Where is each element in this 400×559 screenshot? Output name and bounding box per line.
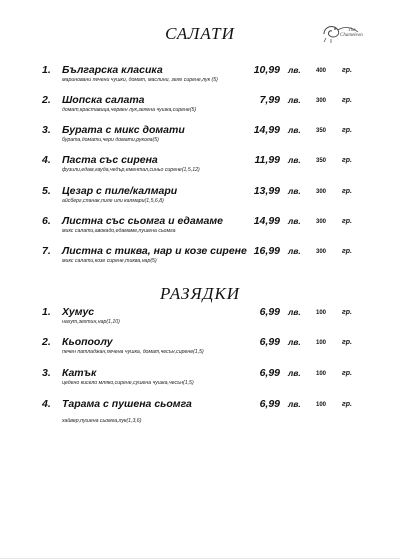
salad-item-4 xyxy=(0,154,400,180)
item-currency: лв. xyxy=(288,65,301,75)
item-number: 3. xyxy=(42,367,51,379)
item-price: 14,99 xyxy=(253,124,280,136)
item-price: 7,99 xyxy=(259,94,280,106)
item-currency: лв. xyxy=(288,399,301,409)
salad-item-6 xyxy=(0,215,400,241)
salad-item-5 xyxy=(0,185,400,211)
salad-item-7 xyxy=(0,245,400,271)
item-unit: гр. xyxy=(342,401,352,408)
item-description: микс салати,авокадо,едамаме,пушена сьомга xyxy=(62,228,176,234)
item-name: Цезар с пиле/калмари xyxy=(62,185,178,197)
item-currency: лв. xyxy=(288,216,301,226)
item-unit: гр. xyxy=(342,97,352,104)
item-currency: лв. xyxy=(288,246,301,256)
item-unit: гр. xyxy=(342,248,352,255)
starters-title: РАЗЯДКИ xyxy=(159,284,241,303)
item-unit: гр. xyxy=(342,309,352,316)
item-weight: 400 xyxy=(316,68,327,74)
item-price: 6,99 xyxy=(259,336,280,348)
item-weight: 100 xyxy=(316,371,327,377)
item-number: 4. xyxy=(42,154,51,166)
item-currency: лв. xyxy=(288,155,301,165)
item-number: 7. xyxy=(42,245,51,257)
item-weight: 300 xyxy=(316,219,327,225)
item-weight: 300 xyxy=(316,98,327,104)
item-description: мариновани печени чушки, домат, маслини, зеле сирене,лук (5) xyxy=(62,77,218,83)
item-name: Паста със сирена xyxy=(62,154,158,166)
item-unit: гр. xyxy=(342,127,352,134)
item-number: 1. xyxy=(42,306,51,318)
item-currency: лв. xyxy=(288,307,301,317)
item-weight: 350 xyxy=(316,158,327,164)
salad-item-3 xyxy=(0,124,400,150)
item-number: 5. xyxy=(42,185,51,197)
item-unit: гр. xyxy=(342,67,352,74)
starter-item-3 xyxy=(0,367,400,393)
item-weight: 100 xyxy=(316,402,327,408)
logo-line-2: Chameleon xyxy=(340,33,363,38)
item-weight: 300 xyxy=(316,249,327,255)
item-number: 3. xyxy=(42,124,51,136)
item-weight: 300 xyxy=(316,189,327,195)
item-number: 2. xyxy=(42,336,51,348)
item-name: Листна със сьомга и едамаме xyxy=(62,215,223,227)
item-description: хайвер,пушена сьомга,лук(1,3,6) xyxy=(62,418,142,424)
item-weight: 100 xyxy=(316,340,327,346)
item-price: 13,99 xyxy=(253,185,280,197)
item-number: 1. xyxy=(42,64,51,76)
item-currency: лв. xyxy=(288,125,301,135)
item-weight: 350 xyxy=(316,128,327,134)
item-unit: гр. xyxy=(342,157,352,164)
item-price: 14,99 xyxy=(253,215,280,227)
item-currency: лв. xyxy=(288,368,301,378)
salad-item-1 xyxy=(0,64,400,90)
item-description: цедено кисело мляко,сирене,сушена чушка,чесън(1,5) xyxy=(62,380,194,386)
salads-title: САЛАТИ xyxy=(165,24,235,43)
item-unit: гр. xyxy=(342,188,352,195)
item-number: 2. xyxy=(42,94,51,106)
item-name: Листна с тиква, нар и козе сирене xyxy=(62,245,247,257)
item-price: 6,99 xyxy=(259,367,280,379)
starter-item-2 xyxy=(0,336,400,362)
starter-item-1 xyxy=(0,306,400,332)
item-currency: лв. xyxy=(288,186,301,196)
item-name: Тарама с пушена сьомга xyxy=(62,398,192,410)
item-description: микс салати,козе сирене,тиква,нар(5) xyxy=(62,258,157,264)
item-price: 6,99 xyxy=(259,398,280,410)
item-name: Кьопоолу xyxy=(62,336,113,348)
item-description: нахут,зехтин,нар(1,10) xyxy=(62,319,120,325)
item-name: Българска класика xyxy=(62,64,163,76)
item-number: 4. xyxy=(42,398,51,410)
item-description: печен патладжан,печена чушка, домат,чесън,сирене(1,5) xyxy=(62,349,204,355)
item-price: 6,99 xyxy=(259,306,280,318)
item-currency: лв. xyxy=(288,95,301,105)
item-unit: гр. xyxy=(342,218,352,225)
item-name: Катък xyxy=(62,367,97,379)
starter-item-4 xyxy=(0,398,400,424)
item-description: бурата,домати,чери домати,рукола(5) xyxy=(62,137,159,143)
item-weight: 100 xyxy=(316,310,327,316)
item-name: Бурата с микс домати xyxy=(62,124,185,136)
item-unit: гр. xyxy=(342,339,352,346)
item-name: Шопска салата xyxy=(62,94,145,106)
item-description: фузили,едам,гауда,чедър,ементал,синьо сирене(1,5,12) xyxy=(62,167,200,173)
item-price: 11,99 xyxy=(254,154,280,166)
salad-item-2 xyxy=(0,94,400,120)
item-price: 16,99 xyxy=(253,245,280,257)
item-number: 6. xyxy=(42,215,51,227)
item-unit: гр. xyxy=(342,370,352,377)
item-price: 10,99 xyxy=(253,64,280,76)
item-name: Хумус xyxy=(62,306,95,318)
item-description: айсберг,спанак,пиле или калмари(1,5,6,8) xyxy=(62,198,164,204)
item-currency: лв. xyxy=(288,337,301,347)
logo-line-1: The xyxy=(348,28,356,33)
item-description: домат,краставица,червен лук,зелена чушка,сирене(5) xyxy=(62,107,197,113)
